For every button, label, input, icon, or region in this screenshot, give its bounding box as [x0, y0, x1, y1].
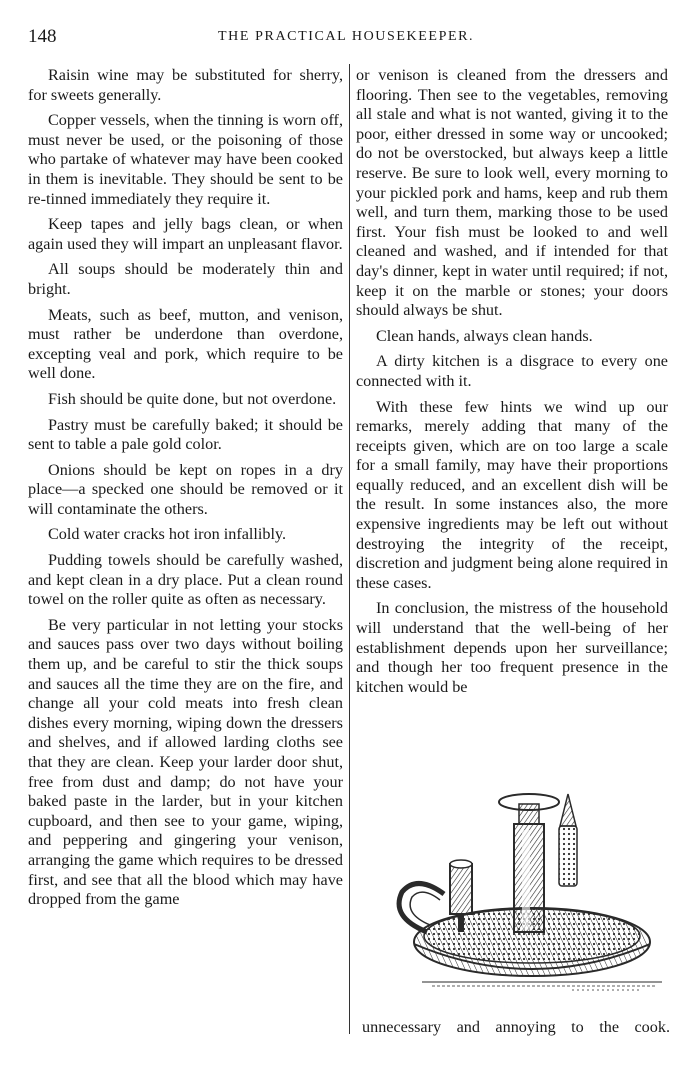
paragraph: or venison is cleaned from the dressers and flooring. Then see to the vegetables, removing all stale and what is not wanted, giving it to the poor, either dressed in some way or uncooked; do not be overstocked, but always keep a little reserve. Be sure to look well, every morning to your pickled pork and hams, keep and rub them well, and turn them, marking those to be used first. Your fish must be looked to and well cleaned and washed, and if intended for that day's dinner, kept in water until required; if not, keep it on the marble or stones; your doors should always be shut. — [356, 66, 668, 320]
paragraph: Keep tapes and jelly bags clean, or when again used they will impart an unpleasant flavor. — [28, 215, 343, 253]
paragraph: Copper vessels, when the tinning is worn off, must never be used, or the poisoning of those who partake of whatever may have been cooked in them is inevitable. They should be sent to be re-tinned immediately they require it. — [28, 111, 343, 208]
right-column — [356, 66, 668, 697]
paragraph: Onions should be kept on ropes in a dry place—a specked one should be removed or it will contaminate the others. — [28, 460, 343, 518]
page-number: 148 — [28, 26, 57, 47]
footer-line: unnecessary and annoying to the cook. — [362, 1018, 670, 1036]
paragraph: Fish should be quite done, but not overdone. — [48, 389, 337, 408]
page-header — [28, 26, 674, 50]
paragraph: Cold water cracks hot iron infallibly. — [48, 525, 287, 544]
paragraph: A dirty kitchen is a disgrace to every one connected with it. — [356, 352, 668, 390]
paragraph: Be very particular in not letting your stocks and sauces pass over two days without boiling them up, and be careful to stir the thick soups and sauces all the time they are on the fire, and change all your cold meats into fresh clean dishes every morning, wiping down the dressers and shelves, and if allowed larding cloths see that they are clean. Keep your larder door shut, free from dust and damp; do not have your baked paste in the larder, but in your kitchen cupboard, and then see to your game, wiping, and peppering and gingering your venison, arranging the game which requires to be dressed first, and see that all the blood which may have dropped from the game — [28, 615, 343, 909]
paragraph: With these few hints we wind up our remarks, merely adding that many of the receipts given, which are on too large a scale for a small family, may have their proportions equally reduced, and an excellent dish will be the result. In some instances also, the more expensive ingredients may be left out without destroying the integrity of the receipt, discretion and judgment being alone required in these cases. — [356, 397, 668, 592]
paragraph: Meats, such as beef, mutton, and venison, must rather be underdone than overdone, excepting veal and pork, which require to be well done. — [28, 305, 343, 383]
paragraph: Pudding towels should be carefully washed, and kept clean in a dry place. Put a clean round towel on the roller quite as often as necessary. — [28, 551, 343, 609]
paragraph: Pastry must be carefully baked; it should be sent to table a pale gold color. — [28, 415, 343, 454]
left-column — [28, 66, 343, 910]
column-divider — [349, 64, 350, 1034]
paragraph: Clean hands, always clean hands. — [376, 326, 593, 345]
running-title: THE PRACTICAL HOUSEKEEPER. — [218, 29, 475, 44]
paragraph: In conclusion, the mistress of the household will understand that the well-being of her establishment depends upon her surveillance; and though her too frequent presence in the kitchen would be — [356, 599, 668, 696]
candlestick-chamberstick-icon — [372, 782, 672, 1012]
paragraph: All soups should be moderately thin and bright. — [28, 260, 343, 298]
paragraph: Raisin wine may be substituted for sherry, for sweets generally. — [28, 66, 343, 104]
